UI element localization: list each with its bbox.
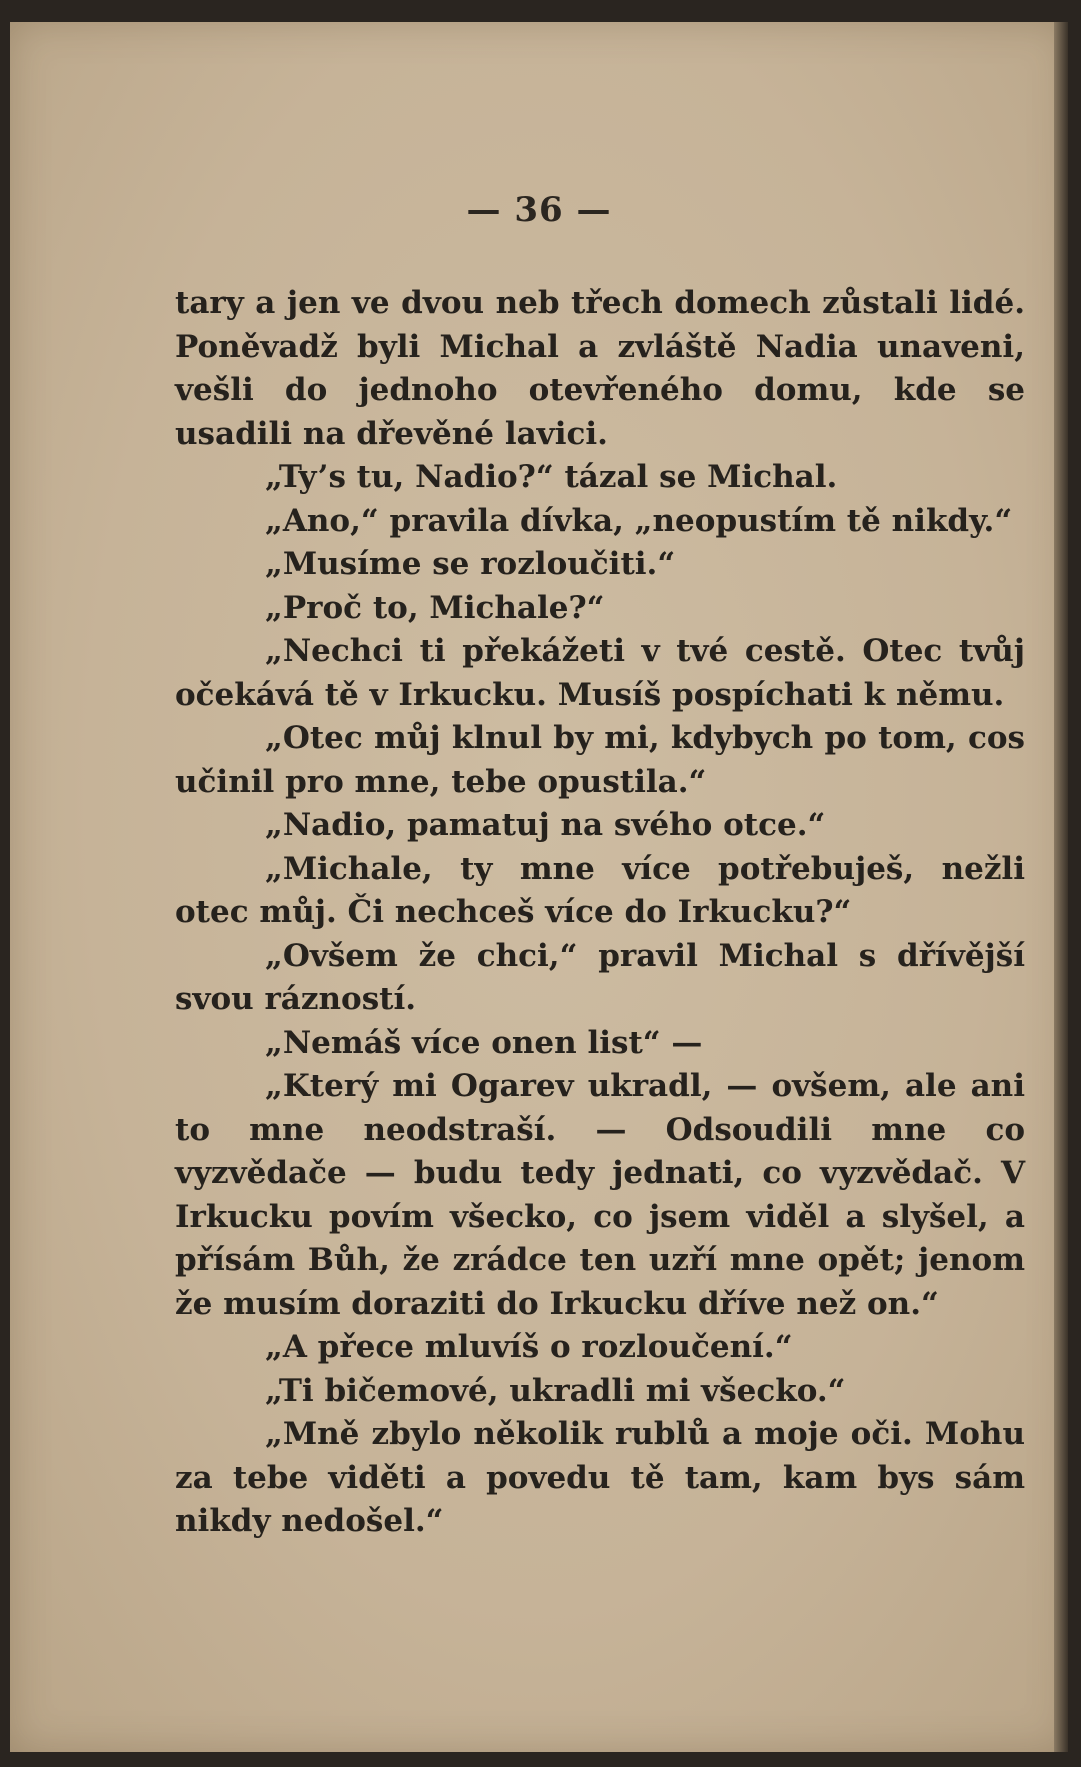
paragraph: „Nechci ti překážeti v tvé cestě. Otec tvůj očekává tě v Irkucku. Musíš pospíchati k němu. [175, 633, 1025, 713]
page-gutter-shadow [1054, 22, 1068, 1752]
paragraph: „A přece mluvíš o rozloučení.“ [265, 1329, 793, 1365]
paragraph: „Nemáš více onen list“ — [265, 1024, 703, 1061]
paragraph: „Ty’s tu, Nadio?“ tázal se Michal. [265, 459, 838, 495]
paragraph: „Ovšem že chci,“ pravil Michal s dřívější svou rázností. [175, 937, 1025, 1017]
body-text [175, 282, 1025, 1544]
paragraph: „Ano,“ pravila dívka, „neopustím tě nikdy.“ [265, 502, 1013, 539]
paragraph: „Proč to, Michale?“ [265, 589, 605, 626]
book-page [10, 22, 1068, 1752]
paragraph: „Nadio, pamatuj na svého otce.“ [265, 807, 826, 843]
paragraph: „Musíme se rozloučiti.“ [265, 546, 676, 582]
paragraph: „Otec můj klnul by mi, kdybych po tom, cos učinil pro mne, tebe opustila.“ [175, 720, 1025, 800]
paragraph: „Mně zbylo několik rublů a moje oči. Mohu za tebe viděti a povedu tě tam, kam bys sám nikdy nedošel.“ [175, 1416, 1025, 1539]
paragraph: „Který mi Ogarev ukradl, — ovšem, ale ani to mne neodstraší. — Odsoudili mne co vyzvědače — budu tedy jednati, co vyzvědač. V Irkucku povím všecko, co jsem viděl a slyšel, a přísám Bůh, že zrádce ten uzří mne opět; jenom že musím doraziti do Irkucku dříve než on.“ [175, 1068, 1025, 1322]
page-number: — 36 — [466, 190, 612, 230]
paragraph: „Ti bičemové, ukradli mi všecko.“ [265, 1372, 846, 1409]
paragraph: „Michale, ty mne více potřebuješ, nežli otec můj. Či nechceš více do Irkucku?“ [175, 850, 1025, 930]
paragraph: tary a jen ve dvou neb třech domech zůstali lidé. Poněvadž byli Michal a zvláště Nadia unaveni, vešli do jednoho otevřeného domu, kde se usadili na dřevěné lavici. [175, 285, 1025, 452]
